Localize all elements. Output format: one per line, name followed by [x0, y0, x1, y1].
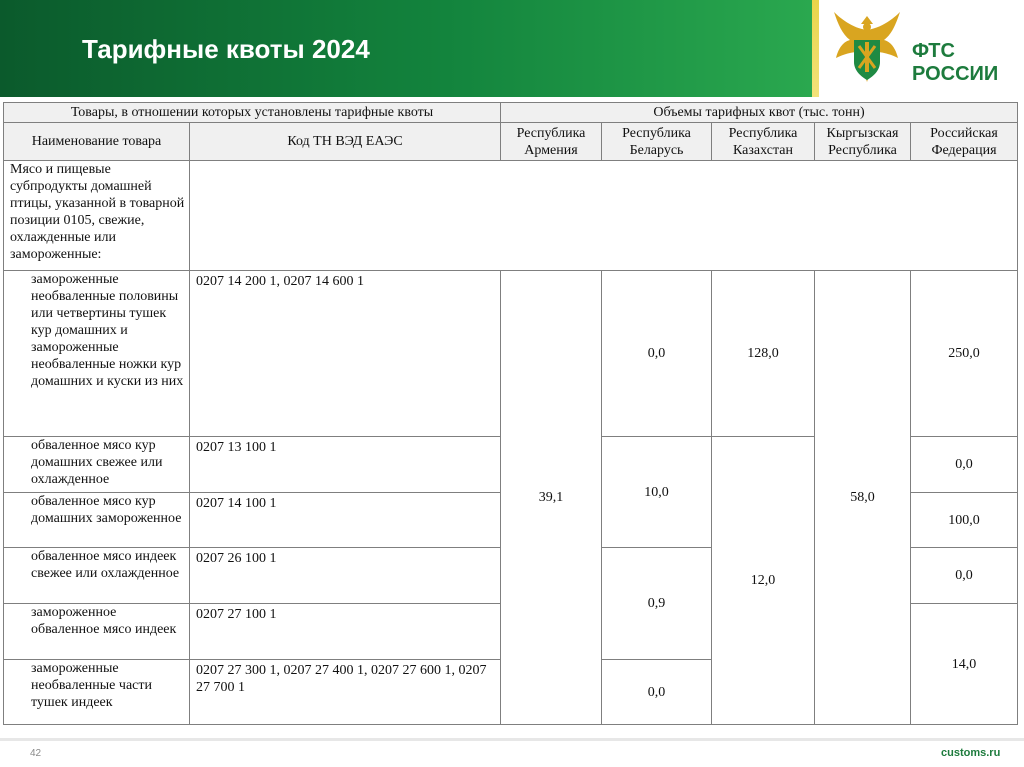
- group-title: Мясо и пищевые субпродукты домашней птицы, указанной в товарной позиции 0105, свежие, охлажденные или замороженные:: [4, 161, 190, 271]
- page-title: Тарифные квоты 2024: [82, 34, 370, 64]
- row-5-code: 0207 27 100 1: [190, 604, 501, 660]
- row-3-name: обваленное мясо кур домашних замороженное: [4, 493, 190, 548]
- value-belarus-4: 0,0: [602, 660, 712, 725]
- row-5-name: замороженное обваленное мясо индеек: [4, 604, 190, 660]
- value-russia-3: 100,0: [911, 493, 1018, 548]
- group-empty-cell: [190, 161, 1018, 271]
- header-hs-code: Код ТН ВЭД ЕАЭС: [190, 123, 501, 161]
- value-belarus-2: 10,0: [602, 437, 712, 548]
- header-country-russia: Российская Федерация: [911, 123, 1018, 161]
- value-kazakhstan-2: 12,0: [712, 437, 815, 725]
- header-country-armenia: Республика Армения: [501, 123, 602, 161]
- value-kazakhstan-1: 128,0: [712, 271, 815, 437]
- value-belarus-1: 0,0: [602, 271, 712, 437]
- site-link[interactable]: customs.ru: [941, 747, 1001, 759]
- logo-line-2: РОССИИ: [912, 63, 999, 85]
- row-6-code: 0207 27 300 1, 0207 27 400 1, 0207 27 600 1, 0207 27 700 1: [190, 660, 501, 725]
- eagle-emblem-icon: [832, 10, 902, 86]
- logo: [819, 0, 1024, 97]
- header-goods: Товары, в отношении которых установлены тарифные квоты: [4, 103, 501, 123]
- value-russia-4: 0,0: [911, 548, 1018, 604]
- tariff-quota-table: [3, 102, 1018, 725]
- row-2-code: 0207 13 100 1: [190, 437, 501, 493]
- value-russia-2: 0,0: [911, 437, 1018, 493]
- row-6-name: замороженные необваленные части тушек индеек: [4, 660, 190, 725]
- value-kyrgyzstan: 58,0: [815, 271, 911, 725]
- header-country-kazakhstan: Республика Казахстан: [712, 123, 815, 161]
- page-number: 42: [30, 748, 42, 759]
- footer-divider: [0, 738, 1024, 741]
- header-country-kyrgyzstan: Кыргызская Республика: [815, 123, 911, 161]
- row-1-name: замороженные необваленные половины или четвертины тушек кур домашних и замороженные необваленные ножки кур домашних и куски из них: [4, 271, 190, 437]
- header-accent-stripe: [812, 0, 819, 97]
- row-2-name: обваленное мясо кур домашних свежее или охлажденное: [4, 437, 190, 493]
- logo-text: [912, 40, 998, 86]
- row-1-code: 0207 14 200 1, 0207 14 600 1: [190, 271, 501, 437]
- value-russia-5: 14,0: [911, 604, 1018, 725]
- row-3-code: 0207 14 100 1: [190, 493, 501, 548]
- header-quota-volumes: Объемы тарифных квот (тыс. тонн): [501, 103, 1018, 123]
- value-armenia: 39,1: [501, 271, 602, 725]
- header-product-name: Наименование товара: [4, 123, 190, 161]
- header-banner: [0, 0, 812, 97]
- value-belarus-3: 0,9: [602, 548, 712, 660]
- row-4-name: обваленное мясо индеек свежее или охлажденное: [4, 548, 190, 604]
- logo-line-1: ФТС: [912, 40, 955, 62]
- value-russia-1: 250,0: [911, 271, 1018, 437]
- row-4-code: 0207 26 100 1: [190, 548, 501, 604]
- header-country-belarus: Республика Беларусь: [602, 123, 712, 161]
